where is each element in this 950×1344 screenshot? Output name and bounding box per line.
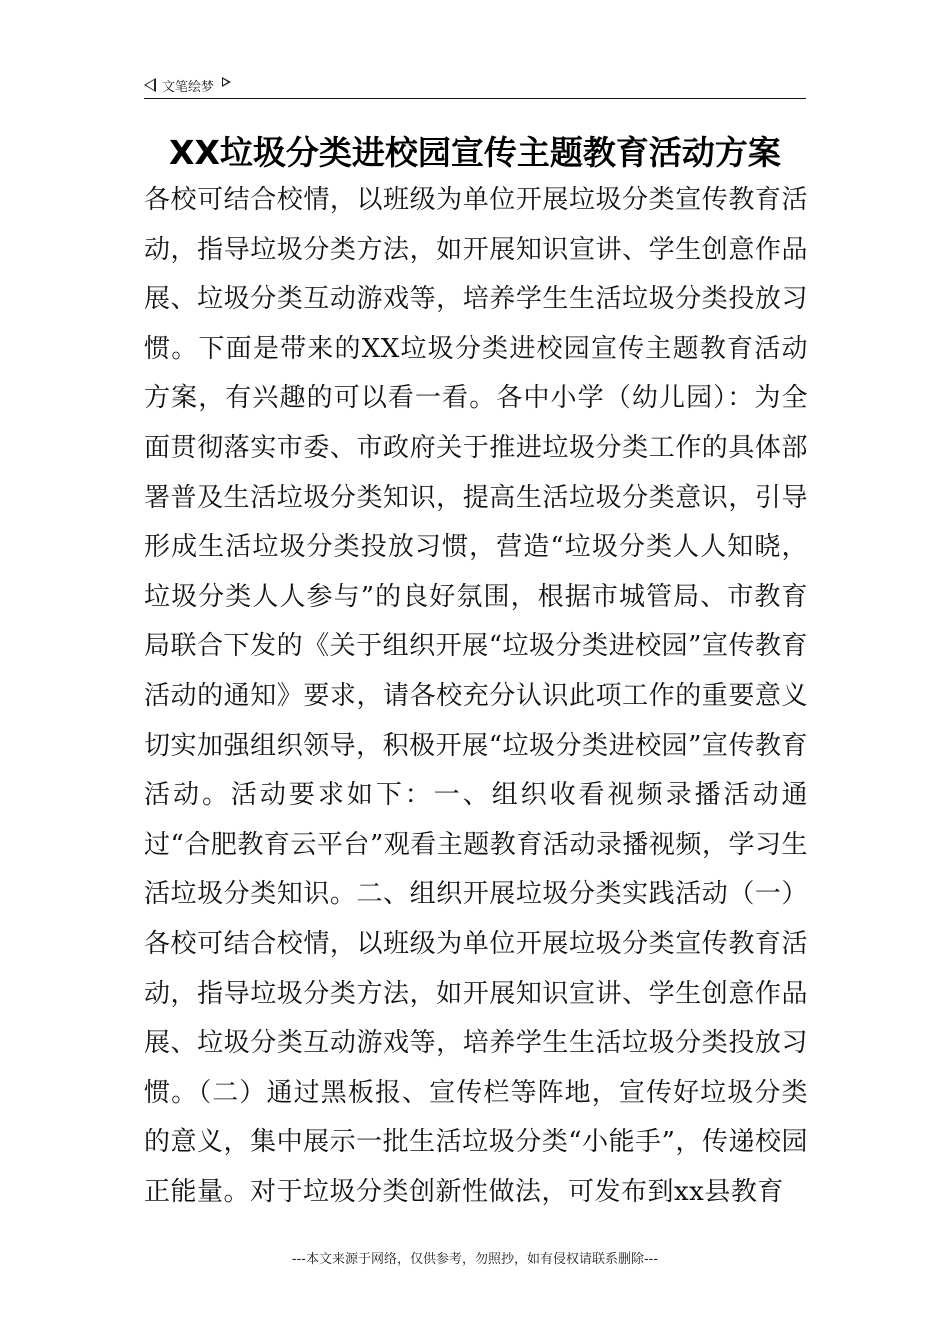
header-label: 文笔绘梦 xyxy=(162,79,215,95)
document-title: XX垃圾分类进校园宣传主题教育活动方案 xyxy=(169,133,781,172)
page-header xyxy=(144,74,231,96)
triangle-right-icon xyxy=(222,77,231,87)
triangle-left-icon xyxy=(144,78,156,92)
document-body: 各校可结合校情，以班级为单位开展垃圾分类宣传教育活动，指导垃圾分类方法，如开展知识宣讲、学生创意作品展、垃圾分类互动游戏等，培养学生生活垃圾分类投放习惯。下面是带来的XX垃圾分类进校园宣传主题教育活动方案，有兴趣的可以看一看。各中小学（幼儿园）：为全面贯彻落实市委、市政府关于推进垃圾分类工作的具体部署普及生活垃圾分类知识，提高生活垃圾分类意识，引导形成生活垃圾分类投放习惯，营造“垃圾分类人人知晓，垃圾分类人人参与”的良好氛围，根据市城管局、市教育局联合下发的《关于组织开展“垃圾分类进校园”宣传教育活动的通知》要求，请各校充分认识此项工作的重要意义切实加强组织领导，积极开展“垃圾分类进校园”宣传教育活动。活动要求如下：一、组织收看视频录播活动通过“合肥教育云平台”观看主题教育活动录播视频，学习生活垃圾分类知识。二、组织开展垃圾分类实践活动（一）各校可结合校情，以班级为单位开展垃圾分类宣传教育活动，指导垃圾分类方法，如开展知识宣讲、学生创意作品展、垃圾分类互动游戏等，培养学生生活垃圾分类投放习惯。（二）通过黑板报、宣传栏等阵地，宣传好垃圾分类的意义，集中展示一批生活垃圾分类“小能手”，传递校园正能量。对于垃圾分类创新性做法，可发布到xx县教育 xyxy=(144,185,808,1207)
header-divider xyxy=(144,98,806,99)
footer-disclaimer: ---本文来源于网络，仅供参考，勿照抄，如有侵权请联系删除--- xyxy=(291,1252,659,1267)
